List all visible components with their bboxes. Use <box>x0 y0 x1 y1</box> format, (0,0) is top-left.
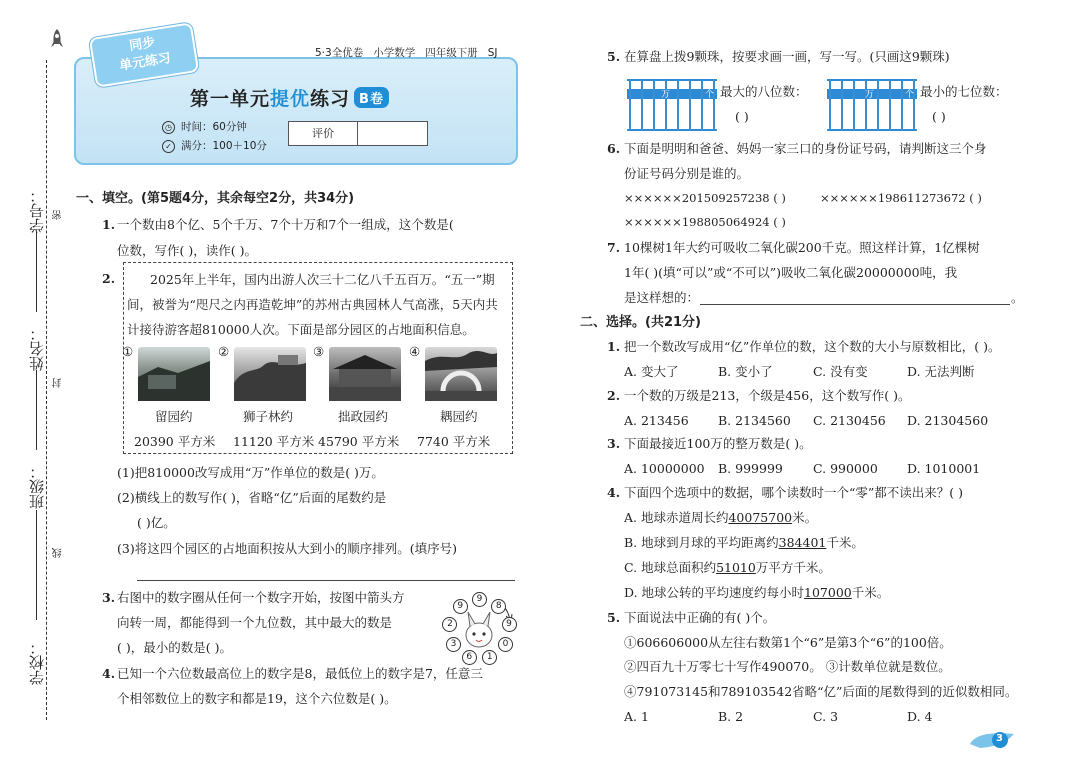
q6-line2: 份证号码分别是谁的。 <box>624 166 750 181</box>
q5-number: 5. <box>607 49 621 64</box>
q3-line3: ( )，最小的数是( )。 <box>117 640 232 655</box>
sync-badge: 同步 单元练习 <box>89 22 200 88</box>
garden2-photo <box>234 347 306 401</box>
c3-opt-b[interactable]: B. 999999 <box>718 461 783 476</box>
ring-digit: 9 <box>472 592 487 607</box>
series-info: 5·3全优卷 小学数学 四年级下册 SJ <box>315 47 498 59</box>
abacus-rod[interactable] <box>641 79 643 131</box>
garden3-no: ③ <box>313 344 325 359</box>
c4-opt-b[interactable]: B. 地球到月球的平均距离约384401千米。 <box>624 535 864 550</box>
ring-digit: 8 <box>491 599 506 614</box>
garden3-area: 45790 平方米 <box>318 434 400 449</box>
q2-sub2a: (2)横线上的数写作( )，省略“亿”后面的尾数约是 <box>117 490 387 505</box>
seal-mi: 密 <box>53 210 64 220</box>
q2-sub2b: ( )亿。 <box>137 515 176 530</box>
abacus-right-ge: 个 <box>905 90 915 100</box>
garden3-name: 拙政园约 <box>338 409 389 424</box>
q6-id1: ××××××201509257238 ( ) <box>624 191 786 205</box>
c1-opt-c[interactable]: C. 没有变 <box>813 364 868 379</box>
q2-para2: 间，被誉为“咫尺之内再造乾坤”的苏州古典园林人气高涨，5天内共 <box>127 297 498 312</box>
ring-digit: 9 <box>502 617 517 632</box>
q6-line1: 下面是明明和爸爸、妈妈一家三口的身份证号码，请判断这三个身 <box>624 141 987 156</box>
c5-stem: 下面说法中正确的有( )个。 <box>624 610 776 625</box>
garden2-area: 11120 平方米 <box>233 434 315 449</box>
c3-number: 3. <box>607 436 621 451</box>
q4-number: 4. <box>102 666 116 681</box>
q4-line2: 个相邻数位上的数字和都是19，这个六位数是( )。 <box>117 691 397 706</box>
ring-digit: 3 <box>446 637 461 652</box>
q1-line1: 一个数由8个亿、5个千万、7个十万和7个一组成，这个数是( <box>117 217 454 232</box>
q3-line1: 右图中的数字圈从任何一个数字开始，按图中箭头方 <box>117 590 405 605</box>
abacus-left-ge: 个 <box>705 90 715 100</box>
c5-s1: ①606606000从左往右数第1个“6”是第3个“6”的100倍。 <box>624 635 952 650</box>
label-xuexiao: 学校： <box>28 640 46 685</box>
c4-stem: 下面四个选项中的数据，哪个读数时一个“零”都不读出来？( ) <box>624 485 964 500</box>
q3-number: 3. <box>102 590 116 605</box>
c3-opt-a[interactable]: A. 10000000 <box>624 461 705 476</box>
c3-opt-d[interactable]: D. 1010001 <box>907 461 981 476</box>
c1-opt-d[interactable]: D. 无法判断 <box>907 364 975 379</box>
garden4-photo <box>425 347 497 401</box>
check-icon: ✓ <box>162 140 175 153</box>
line-xingming <box>36 370 37 450</box>
page-number-badge <box>968 730 1016 750</box>
c2-stem: 一个数的万级是213，个级是456，这个数写作( )。 <box>624 388 911 403</box>
abacus-rod[interactable] <box>701 79 703 131</box>
label-xuehao: 学号： <box>28 188 46 233</box>
c4-opt-d[interactable]: D. 地球公转的平均速度约每小时107000千米。 <box>624 585 890 600</box>
q2-answer-line[interactable] <box>137 580 515 581</box>
abacus-right[interactable] <box>827 79 917 131</box>
cut-line <box>46 60 47 720</box>
abacus-left[interactable] <box>627 79 717 131</box>
q5-left-label: 最大的八位数： <box>720 84 808 99</box>
q5-left-blank[interactable]: ( ) <box>735 109 749 124</box>
c1-stem: 把一个数改写成用“亿”作单位的数，这个数的大小与原数相比，( )。 <box>624 339 1001 354</box>
evaluation-box[interactable] <box>288 121 428 146</box>
q1-number: 1. <box>102 217 116 232</box>
abacus-right-wan: 万 <box>865 90 875 100</box>
eval-label: 评价 <box>289 122 358 145</box>
c5-s3: ④791073145和789103542省略“亿”后面的尾数得到的近似数相同。 <box>624 684 1018 699</box>
q6-id3: ××××××198805064924 ( ) <box>624 215 786 229</box>
abacus-rod[interactable] <box>677 79 679 131</box>
c2-opt-a[interactable]: A. 213456 <box>624 413 689 428</box>
garden1-no: ① <box>122 344 134 359</box>
label-banji: 班级： <box>28 464 46 509</box>
q4-line1: 已知一个六位数最高位上的数字是8，最低位上的数字是7，任意三 <box>117 666 483 681</box>
c5-opt-c[interactable]: C. 3 <box>813 709 839 724</box>
q5-text: 在算盘上拨9颗珠，按要求画一画，写一写。(只画这9颗珠) <box>624 49 950 64</box>
q2-para3: 计接待游客超810000人次。下面是部分园区的占地面积信息。 <box>127 322 475 337</box>
c4-number: 4. <box>607 485 621 500</box>
q7-line1: 10棵树1年大约可吸收二氧化碳200千克。照这样计算，1亿棵树 <box>624 240 980 255</box>
garden4-area: 7740 平方米 <box>417 434 491 449</box>
ring-digit: 6 <box>462 650 477 665</box>
ring-digit: 0 <box>498 637 513 652</box>
garden1-photo <box>138 347 210 401</box>
c2-opt-b[interactable]: B. 2134560 <box>718 413 791 428</box>
abacus-rod[interactable] <box>853 79 855 131</box>
section2-heading: 二、选择。(共21分) <box>580 315 701 330</box>
section1-heading: 一、填空。(第5题4分，其余每空2分，共34分) <box>76 191 355 206</box>
c5-opt-a[interactable]: A. 1 <box>624 709 649 724</box>
digit-ring <box>440 590 518 668</box>
c5-number: 5. <box>607 610 621 625</box>
clock-icon: ◷ <box>162 121 175 134</box>
q2-number: 2. <box>102 271 116 286</box>
c2-opt-c[interactable]: C. 2130456 <box>813 413 886 428</box>
seal-xian: 线 <box>53 548 64 558</box>
rocket-icon <box>50 28 64 50</box>
c1-number: 1. <box>607 339 621 354</box>
garden4-no: ④ <box>409 344 421 359</box>
q1-line2: 位数，写作( )，读作( )。 <box>117 243 257 258</box>
q7-line2: 1年( )(填“可以”或“不可以”)吸收二氧化碳20000000吨，我 <box>624 265 958 280</box>
ring-digit: 2 <box>442 617 457 632</box>
q3-line2: 向转一周，都能得到一个九位数，其中最大的数是 <box>117 615 393 630</box>
c2-number: 2. <box>607 388 621 403</box>
abacus-rod[interactable] <box>829 79 831 131</box>
c1-opt-b[interactable]: B. 变小了 <box>718 364 773 379</box>
q2-para1: 2025年上半年，国内出游人次三十二亿八千五百万。“五一”期 <box>150 272 495 287</box>
c3-opt-c[interactable]: C. 990000 <box>813 461 878 476</box>
q7-line3: 是这样想的： <box>624 290 700 305</box>
q5-right-blank[interactable]: ( ) <box>932 109 946 124</box>
label-xingming: 姓名： <box>28 326 46 371</box>
abacus-rod[interactable] <box>901 79 903 131</box>
ring-digit: 9 <box>453 599 468 614</box>
abacus-rod[interactable] <box>889 79 891 131</box>
q2-sub1: (1)把810000改写成用“万”作单位的数是( )万。 <box>117 465 384 480</box>
q7-end: 。 <box>1011 290 1024 305</box>
c4-opt-c[interactable]: C. 地球总面积约51010万平方千米。 <box>624 560 831 575</box>
line-banji <box>36 510 37 620</box>
abacus-rod[interactable] <box>877 79 879 131</box>
abacus-rod[interactable] <box>629 79 631 131</box>
c2-opt-d[interactable]: D. 21304560 <box>907 413 989 428</box>
score-info: ✓ 满分：100＋10分 <box>162 140 267 153</box>
ring-digit: 1 <box>482 650 497 665</box>
q5-right-label: 最小的七位数： <box>920 84 1008 99</box>
q2-sub3: (3)将这四个园区的占地面积按从大到小的顺序排列。(填序号) <box>117 541 457 556</box>
q7-answer-line[interactable] <box>700 304 1010 305</box>
abacus-rod[interactable] <box>653 79 655 131</box>
c3-stem: 下面最接近100万的整万数是( )。 <box>624 436 812 451</box>
abacus-left-wan: 万 <box>661 90 671 100</box>
time-info: ◷ 时间：60分钟 <box>162 121 247 134</box>
q7-number: 7. <box>607 240 621 255</box>
seal-feng: 封 <box>53 378 64 388</box>
c4-opt-a[interactable]: A. 地球赤道周长约40075700米。 <box>624 510 818 525</box>
abacus-rod[interactable] <box>689 79 691 131</box>
q6-id2: ××××××19861127367​2 ( ) <box>820 191 982 205</box>
garden3-photo <box>329 347 401 401</box>
abacus-rod[interactable] <box>841 79 843 131</box>
c1-opt-a[interactable]: A. 变大了 <box>624 364 679 379</box>
garden4-name: 耦园约 <box>440 409 478 424</box>
garden2-no: ② <box>218 344 230 359</box>
c5-s2: ②四百九十万零七十写作490070。 ③计数单位就是数位。 <box>624 659 951 674</box>
c5-opt-b[interactable]: B. 2 <box>718 709 744 724</box>
title-tag: B卷 <box>354 87 389 108</box>
q6-number: 6. <box>607 141 621 156</box>
garden1-name: 留园约 <box>155 409 193 424</box>
c5-opt-d[interactable]: D. 4 <box>907 709 933 724</box>
garden1-area: 20390 平方米 <box>134 434 216 449</box>
line-xuehao <box>36 232 37 312</box>
garden2-name: 狮子林约 <box>243 409 294 424</box>
page-number: 3 <box>996 733 1003 744</box>
page-title: 第一单元提优练习 B卷 <box>190 84 389 111</box>
